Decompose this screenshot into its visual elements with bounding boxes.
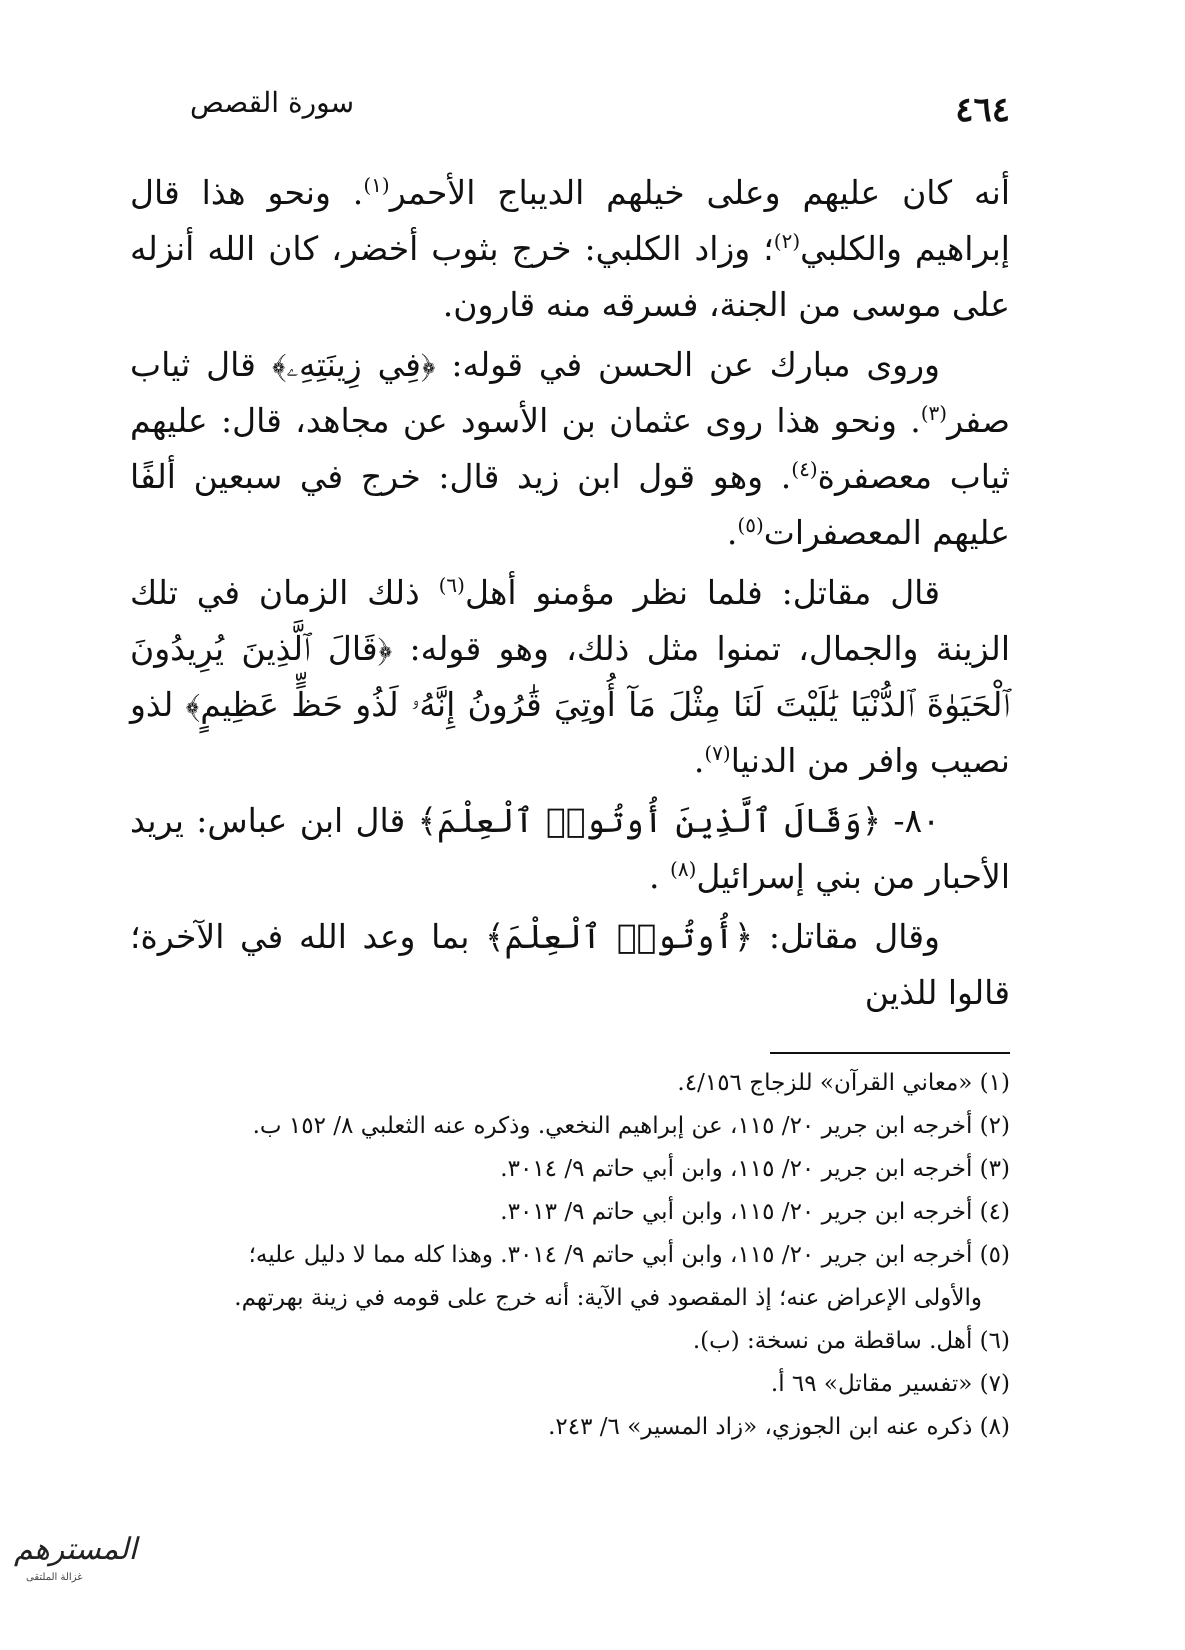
- text-run: وقال مقاتل:: [753, 917, 940, 956]
- page-header: [170, 78, 1010, 138]
- footnote: (٢) أخرجه ابن جرير ٢٠/ ١١٥، عن إبراهيم النخعي. وذكره عنه الثعلبي ٨/ ١٥٢ ب.: [252, 1113, 1010, 1139]
- text-run: . ونحو هذا قال إبراهيم والكلبي: [130, 173, 1010, 268]
- text-run: .: [649, 857, 671, 896]
- footnote: (٥) أخرجه ابن جرير ٢٠/ ١١٥، وابن أبي حاتم ٩/ ٣٠١٤. وهذا كله مما لا دليل عليه؛: [248, 1242, 1010, 1268]
- footnote: (٤) أخرجه ابن جرير ٢٠/ ١١٥، وابن أبي حاتم ٩/ ٣٠١٣.: [500, 1199, 1010, 1225]
- text-run: قال مقاتل: فلما نظر مؤمنو أهل: [464, 573, 940, 612]
- footnote-ref: (٣): [920, 401, 948, 425]
- footnote: (١) «معاني القرآن» للزجاج ٤/١٥٦.: [677, 1070, 1010, 1096]
- quran-verse: ﴿فِي زِينَتِهِۦ﴾: [271, 345, 436, 384]
- text-run: .: [693, 741, 705, 780]
- footnote-divider: [770, 1052, 1010, 1054]
- footnote-ref: (٤): [791, 457, 818, 481]
- footnotes: [110, 1062, 1010, 1449]
- quran-verse: ﴿قَالَ ٱلَّذِينَ يُرِيدُونَ ٱلْحَيَوٰةَ ٱلدُّنْيَا يَٰلَيْتَ لَنَا مِثْلَ مَآ أُوتِيَ قَٰرُونُ إِنَّهُۥ لَذُو حَظٍّ عَظِيمٍ﴾: [130, 629, 1010, 724]
- paragraph: [130, 793, 1010, 905]
- text-run: . وهو قول ابن زيد قال: خرج في سبعين ألفًا عليهم المعصفرات: [130, 457, 1010, 552]
- footnote-ref: (٥): [737, 513, 764, 537]
- quran-verse: ﴿أُوتُوا۟ ٱلْعِلْمَ﴾: [485, 917, 754, 956]
- footnote-continuation: والأولى الإعراض عنه؛ إذ المقصود في الآية: أنه خرج على قومه في زينة بهرتهم.: [234, 1285, 982, 1311]
- footnote-ref: (٢): [773, 229, 801, 253]
- footnote-ref: (٧): [704, 741, 731, 765]
- text-run: ؛ وزاد الكلبي: خرج بثوب أخضر، كان الله أنزله على موسى من الجنة، فسرقه منه قارون.: [130, 229, 1010, 324]
- logo-subtext: غزالة الملتقى: [26, 1572, 83, 1583]
- paragraph: [130, 337, 1010, 561]
- footnote: (٦) أهل. ساقطة من نسخة: (ب).: [692, 1328, 1010, 1354]
- text-run: لذو نصيب وافر من الدنيا: [130, 685, 1010, 780]
- watermark-logo: [8, 1512, 148, 1592]
- paragraph: [130, 165, 1010, 333]
- footnote-ref: (١): [363, 173, 390, 197]
- logo-text: المسترهم: [14, 1532, 137, 1567]
- text-run: . ونحو هذا روى عثمان بن الأسود عن مجاهد، قال: عليهم ثياب معصفرة: [130, 401, 1010, 496]
- text-run: بما وعد الله في الآخرة؛ قالوا للذين: [130, 917, 1010, 1012]
- surah-title: سورة القصص: [190, 86, 355, 119]
- page-number: ٤٦٤: [955, 90, 1010, 130]
- paragraph: [130, 565, 1010, 789]
- main-text: [130, 165, 1010, 1025]
- paragraph: [130, 909, 1010, 1021]
- footnote: (٨) ذكره عنه ابن الجوزي، «زاد المسير» ٦/ ٢٤٣.: [548, 1414, 1010, 1440]
- text-run: أنه كان عليهم وعلى خيلهم الديباج الأحمر: [389, 173, 1010, 212]
- footnote-ref: (٦): [438, 573, 465, 597]
- footnote: (٣) أخرجه ابن جرير ٢٠/ ١١٥، وابن أبي حاتم ٩/ ٣٠١٤.: [500, 1156, 1010, 1182]
- text-run: ذلك الزمان في تلك الزينة والجمال، تمنوا مثل ذلك، وهو قوله:: [130, 573, 1011, 668]
- footnote-ref: (٨): [670, 857, 697, 881]
- text-run: وروى مبارك عن الحسن في قوله:: [435, 345, 940, 384]
- text-run: قال ابن عباس: يريد الأحبار من بني إسرائيل: [130, 801, 1010, 896]
- text-run: .: [726, 513, 738, 552]
- footnote: (٧) «تفسير مقاتل» ٦٩ أ.: [770, 1371, 1010, 1397]
- text-run: قال ثياب صفر: [130, 345, 1010, 440]
- verse-number: ٨٠-: [881, 801, 940, 840]
- quran-verse: ﴿وَقَالَ ٱلَّذِينَ أُوتُوا۟ ٱلْعِلْمَ﴾: [417, 801, 882, 840]
